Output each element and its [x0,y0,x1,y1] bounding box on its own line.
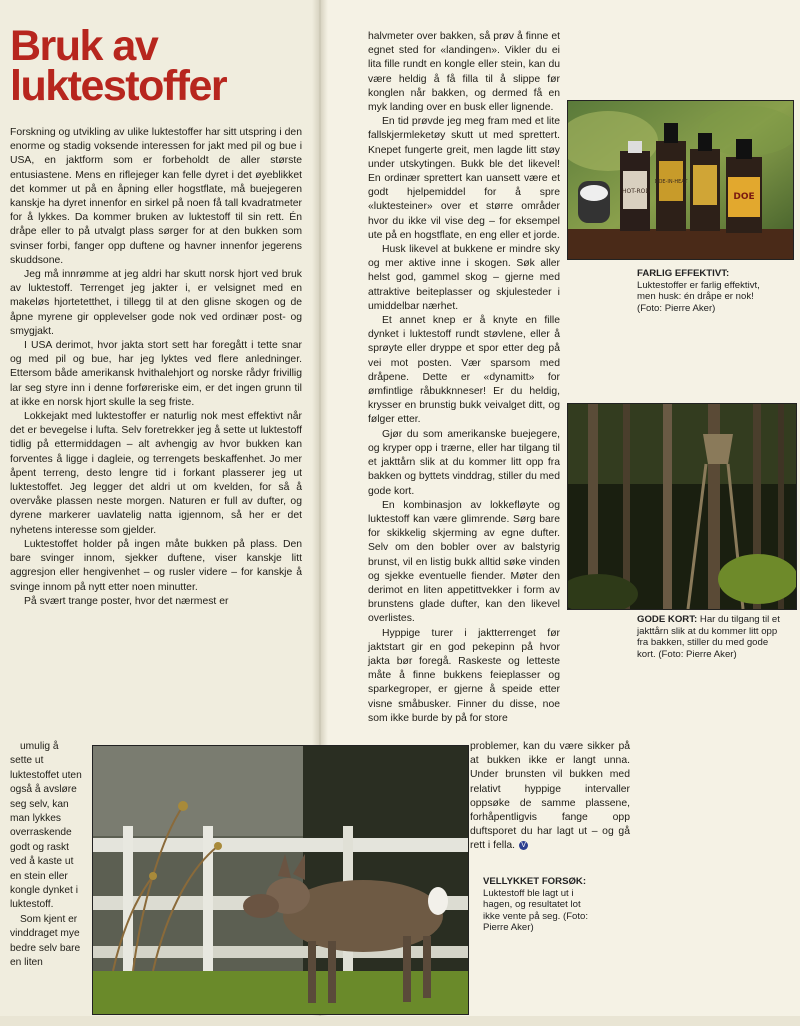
paragraph: En tid prøvde jeg meg fram med et lite fallskjermleketøy skutt ut med sprettert. Knepet fungerte greit, men lagde litt støy under utskytingen. Bukk ble det likevel! En ordinær sprettert kan uansett være et godt hjelpemiddel for å spre «luktesteiner» over et større områder hvor du ikke vil vise deg – for eksempel ute på en hogstflate, en eng eller et jorde. [368,116,560,241]
bottles-caption-title: FARLIG EFFEKTIVT: [637,268,730,279]
forest-caption-title: GODE KORT: [637,614,698,625]
article-title: Bruk av luktestoffer [10,22,227,110]
right-lower-column [470,740,630,854]
bottles-caption-text: Luktestoffer er farlig effektivt, men husk: én dråpe er nok! (Foto: Pierre Aker) [637,279,760,314]
forest-caption-text: Har du tilgang til et jakttårn slik at du kommer litt opp fra bakken, stiller du med gode kort. (Foto: Pierre Aker) [637,614,780,660]
left-narrow-column [10,740,82,971]
deer-caption-text: Luktestoff ble lagt ut i hagen, og resultatet lot ikke vente på seg. (Foto: Pierre Aker) [483,887,589,934]
right-column [368,30,560,726]
paragraph: På svært trange poster, hvor det nærmest er [24,595,229,607]
paragraph: Et annet knep er å knyte en fille dynket i luktestoff rundt støvlene, eller å sprøyte eller dryppe et spor etter deg på vei mot posten. Vær sparsom med dråpene. Dette er «dynamitt» for ømfintlige råbukknneser! Er du heldig, krysser en brunstig bukk veivalget ditt, og følger etter. [368,315,560,426]
paragraph: Lokkejakt med luktestoffer er naturlig nok mest effektivt når det er bevegelse i lufta. Selv foretrekker jeg å sette ut luktestoff tidlig på ettermiddagen – alt avhengig av hvor bukken kan forventes å ligge i dagleie, og terrengets beskaffenhet. Jo mer åpent terreng, desto lengre tid i forkant plasserer jeg ut luktestoffet. Jeg legger det aldri ut om kvelden, for så å overvåke plassen neste morgen. Naturen er full av dufter, og dyrene markerer uavlatelig natta igjennom, så her er det nyhetens interesse som gjelder. [10,411,302,536]
bottle-label-1: HOT-ROD [621,188,651,195]
paragraph: Forskning og utvikling av ulike luktestoffer har sitt utspring i den enorme og stadig voksende interessen for jakt med pil og bue i USA, en jaktform som er forbeholdt de aller største entusiastene. Mens en riflejeger kan felle dyret i det øyeblikket det kommer ut på en åpning eller hogstflate, må buejegeren kanskje ha dyret innenfor en sirkel på noen få tall kvadratmeter for å lykkes. Da kommer bruken av luktestoff til sin rett. Én dråpe eller to på utvalgt plass sørger for at den bukken som svinser forbi, fanger opp duftene og havner innenfor jegerens skuddsone. [10,127,302,266]
bottle-label-3: DOE [733,192,755,202]
end-mark-icon: V [519,841,528,850]
deer-photo [92,745,469,1015]
forest-caption [637,614,787,660]
left-column [10,126,302,609]
deer-caption-title: VELLYKKET FORSØK: [483,876,587,887]
paragraph: Husk likevel at bukkene er mindre sky og mer aktive inne i skogen. Søk aller helst god, gammel skog – gjerne med attraktive beiteplasser og skjulesteder i umiddelbar nærhet. [368,244,560,312]
paragraph: umulig å sette ut luktestoffet uten også å avsløre seg selv, kan man lykkes overraskende godt og raskt ved å kaste ut en stein eller kongle dynket i luktestoff. [10,741,82,911]
paragraph: halvmeter over bakken, så prøv å finne et egnet sted for «landingen». Vikler du ei lita fille rundt en kongle eller stein, kan du være heldig å få filla til å slippe før konglen når bakken, og dermed få en myk landing over en busk eller lignende. [368,31,560,114]
paragraph: Hyppige turer i jaktterrenget før jaktstart gir en god pekepinn på hvor jakta bør foregå. Raskeste og letteste måte å finne bukkens feieplasser og sparkegroper, er gjerne å speide etter visne småbusker. Finner du disse, noe som ikke burde by på for store [368,627,560,724]
scent-bottles-photo [567,100,794,260]
bottles-caption [637,268,777,314]
paragraph: I USA derimot, hvor jakta stort sett har foregått i tette snar og med pil og bue, har jeg lyktes ved flere anledninger. Ettersom både amerikansk hvithalehjort og norske rådyr frivillig lar seg styre inn i denne forføreriske eim, er det ingen grunn til at ikke en norsk hjort skulle la seg friste. [10,340,302,408]
paragraph: Jeg må innrømme at jeg aldri har skutt norsk hjort ved bruk av luktestoff. Terrenget jeg jakter i, er velsignet med en makeløs hjortetetthet, i tillegg til at den glisne skogen og de åpne myrene gir opplevelser gode nok ved ordinær post- og smygjakt. [10,269,302,337]
bottle-label-2: DOE-IN-HEAT [654,179,688,185]
right-lower-text: problemer, kan du være sikker på at bukken ikke er langt unna. Under brunsten vil bukken med relativt hyppige intervaller oppsøke de samme plassene, forhåpentligvis fange opp duftsporet du har lagt ut – og gå rett i fella. [470,741,630,852]
paragraph: Gjør du som amerikanske buejegere, og kryper opp i trærne, eller har tilgang til et jakttårn slik at du kommer litt opp fra bakken og byttets vinddrag, stiller du med gode kort. [368,428,560,497]
forest-tower-photo [567,403,797,610]
paragraph: En kombinasjon av lokkefløyte og luktestoff kan være glimrende. Sørg bare for skikkelig skjerming av egne dufter. Selv om den bobler over av balstyrig brunst, vil en listig bukk alltid søke vinden og sjekke eventuelle fiender. Møter den derimot en liten appetittvekker i form av brunstens glade dufter, kan den likevel overlistes. [368,499,560,625]
paragraph: Som kjent er vinddraget mye bedre selv bare en liten [10,913,81,969]
paragraph: Luktestoffet holder på ingen måte bukken på plass. Den bare svinger innom, sjekker duftene, viser kanskje litt aggresjon eller hengivenhet – og rusler videre – for kanskje å svinge innom på nytt etter noen minutter. [10,538,302,593]
page-bottom-edge [0,1016,800,1026]
deer-caption [483,876,593,934]
